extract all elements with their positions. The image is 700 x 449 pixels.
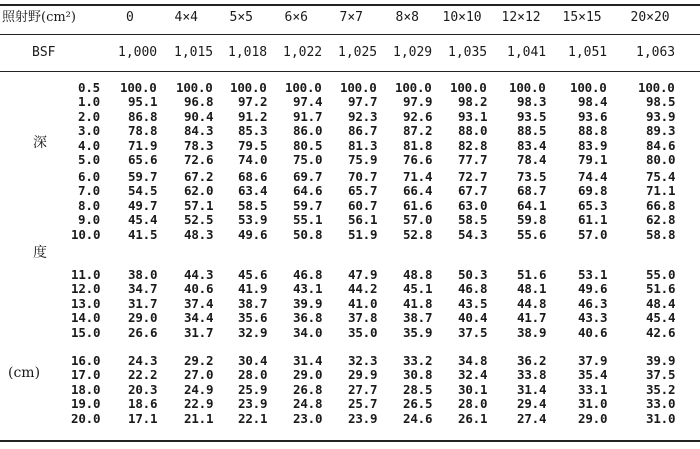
percent-depth-dose-cell: 38.7 bbox=[403, 310, 433, 325]
percent-depth-dose-cell: 41.0 bbox=[348, 296, 378, 311]
percent-depth-dose-cell: 95.1 bbox=[128, 94, 158, 109]
percent-depth-dose-cell: 68.6 bbox=[238, 169, 268, 184]
percent-depth-dose-cell: 35.2 bbox=[646, 382, 676, 397]
percent-depth-dose-cell: 98.5 bbox=[646, 94, 676, 109]
field-size-header: 8×8 bbox=[395, 10, 419, 25]
percent-depth-dose-cell: 100.0 bbox=[340, 80, 377, 95]
field-size-header: 6×6 bbox=[284, 10, 308, 25]
percent-depth-dose-cell: 71.9 bbox=[128, 138, 158, 153]
percent-depth-dose-cell: 25.9 bbox=[238, 382, 268, 397]
percent-depth-dose-cell: 51.9 bbox=[348, 227, 378, 242]
percent-depth-dose-cell: 35.0 bbox=[348, 325, 378, 340]
percent-depth-dose-cell: 25.7 bbox=[348, 396, 378, 411]
depth-value: 8.0 bbox=[78, 198, 100, 213]
percent-depth-dose-cell: 54.3 bbox=[458, 227, 488, 242]
percent-depth-dose-cell: 45.1 bbox=[403, 281, 433, 296]
percent-depth-dose-cell: 28.5 bbox=[403, 382, 433, 397]
percent-depth-dose-cell: 30.8 bbox=[403, 367, 433, 382]
field-size-header: 15×15 bbox=[562, 10, 602, 25]
depth-value: 1.0 bbox=[78, 94, 100, 109]
percent-depth-dose-cell: 52.8 bbox=[403, 227, 433, 242]
percent-depth-dose-cell: 48.8 bbox=[403, 267, 433, 282]
percent-depth-dose-cell: 34.4 bbox=[184, 310, 214, 325]
percent-depth-dose-cell: 39.9 bbox=[646, 353, 676, 368]
depth-value: 11.0 bbox=[71, 267, 101, 282]
percent-depth-dose-cell: 79.5 bbox=[238, 138, 268, 153]
percent-depth-dose-cell: 29.2 bbox=[184, 353, 214, 368]
bsf-value: 1,041 bbox=[507, 45, 547, 60]
percent-depth-dose-cell: 98.3 bbox=[517, 94, 547, 109]
field-size-header: 20×20 bbox=[630, 10, 670, 25]
percent-depth-dose-cell: 58.8 bbox=[646, 227, 676, 242]
side-label-depth-1: 深 bbox=[33, 135, 47, 151]
percent-depth-dose-cell: 100.0 bbox=[570, 80, 607, 95]
field-size-header: 7×7 bbox=[339, 10, 363, 25]
depth-value: 5.0 bbox=[78, 152, 100, 167]
percent-depth-dose-cell: 27.4 bbox=[517, 411, 547, 426]
field-size-header: 5×5 bbox=[229, 10, 253, 25]
percent-depth-dose-cell: 75.0 bbox=[293, 152, 323, 167]
percent-depth-dose-cell: 17.1 bbox=[128, 411, 158, 426]
percent-depth-dose-cell: 31.7 bbox=[128, 296, 158, 311]
depth-value: 19.0 bbox=[71, 396, 101, 411]
percent-depth-dose-cell: 93.5 bbox=[517, 109, 547, 124]
percent-depth-dose-cell: 29.9 bbox=[348, 367, 378, 382]
percent-depth-dose-cell: 26.5 bbox=[403, 396, 433, 411]
percent-depth-dose-cell: 29.0 bbox=[578, 411, 608, 426]
percent-depth-dose-cell: 37.9 bbox=[578, 353, 608, 368]
percent-depth-dose-cell: 30.4 bbox=[238, 353, 268, 368]
percent-depth-dose-cell: 62.0 bbox=[184, 183, 214, 198]
percent-depth-dose-cell: 90.4 bbox=[184, 109, 214, 124]
bottom-rule bbox=[0, 440, 700, 442]
percent-depth-dose-cell: 55.6 bbox=[517, 227, 547, 242]
percent-depth-dose-cell: 75.4 bbox=[646, 169, 676, 184]
percent-depth-dose-cell: 37.8 bbox=[348, 310, 378, 325]
depth-value: 16.0 bbox=[71, 353, 101, 368]
percent-depth-dose-cell: 41.8 bbox=[403, 296, 433, 311]
percent-depth-dose-cell: 37.5 bbox=[646, 367, 676, 382]
bsf-value: 1,035 bbox=[448, 45, 488, 60]
bsf-label: BSF bbox=[32, 45, 56, 60]
percent-depth-dose-cell: 91.7 bbox=[293, 109, 323, 124]
percent-depth-dose-cell: 32.4 bbox=[458, 367, 488, 382]
percent-depth-dose-cell: 100.0 bbox=[285, 80, 322, 95]
percent-depth-dose-cell: 86.0 bbox=[293, 123, 323, 138]
bsf-value: 1,015 bbox=[174, 45, 214, 60]
percent-depth-dose-cell: 57.0 bbox=[403, 212, 433, 227]
percent-depth-dose-cell: 54.5 bbox=[128, 183, 158, 198]
depth-value: 9.0 bbox=[78, 212, 100, 227]
percent-depth-dose-cell: 80.0 bbox=[646, 152, 676, 167]
percent-depth-dose-cell: 44.3 bbox=[184, 267, 214, 282]
percent-depth-dose-cell: 31.7 bbox=[184, 325, 214, 340]
percent-depth-dose-cell: 80.5 bbox=[293, 138, 323, 153]
percent-depth-dose-cell: 49.7 bbox=[128, 198, 158, 213]
percent-depth-dose-cell: 97.7 bbox=[348, 94, 378, 109]
percent-depth-dose-cell: 64.1 bbox=[517, 198, 547, 213]
percent-depth-dose-cell: 63.0 bbox=[458, 198, 488, 213]
percent-depth-dose-cell: 41.5 bbox=[128, 227, 158, 242]
percent-depth-dose-cell: 100.0 bbox=[176, 80, 213, 95]
percent-depth-dose-cell: 68.7 bbox=[517, 183, 547, 198]
percent-depth-dose-cell: 82.8 bbox=[458, 138, 488, 153]
percent-depth-dose-cell: 30.1 bbox=[458, 382, 488, 397]
depth-value: 13.0 bbox=[71, 296, 101, 311]
percent-depth-dose-cell: 22.1 bbox=[238, 411, 268, 426]
percent-depth-dose-cell: 40.4 bbox=[458, 310, 488, 325]
percent-depth-dose-cell: 97.9 bbox=[403, 94, 433, 109]
percent-depth-dose-cell: 85.3 bbox=[238, 123, 268, 138]
percent-depth-dose-cell: 62.8 bbox=[646, 212, 676, 227]
percent-depth-dose-cell: 49.6 bbox=[578, 281, 608, 296]
percent-depth-dose-cell: 100.0 bbox=[395, 80, 432, 95]
field-size-header: 10×10 bbox=[442, 10, 482, 25]
percent-depth-dose-cell: 31.4 bbox=[517, 382, 547, 397]
percent-depth-dose-cell: 78.3 bbox=[184, 138, 214, 153]
percent-depth-dose-cell: 69.8 bbox=[578, 183, 608, 198]
percent-depth-dose-cell: 48.1 bbox=[517, 281, 547, 296]
percent-depth-dose-cell: 70.7 bbox=[348, 169, 378, 184]
depth-value: 17.0 bbox=[71, 367, 101, 382]
percent-depth-dose-cell: 76.6 bbox=[403, 152, 433, 167]
percent-depth-dose-cell: 100.0 bbox=[450, 80, 487, 95]
percent-depth-dose-cell: 65.6 bbox=[128, 152, 158, 167]
percent-depth-dose-cell: 29.0 bbox=[128, 310, 158, 325]
percent-depth-dose-cell: 78.4 bbox=[517, 152, 547, 167]
percent-depth-dose-cell: 52.5 bbox=[184, 212, 214, 227]
percent-depth-dose-cell: 50.8 bbox=[293, 227, 323, 242]
percent-depth-dose-cell: 66.4 bbox=[403, 183, 433, 198]
percent-depth-dose-cell: 78.8 bbox=[128, 123, 158, 138]
percent-depth-dose-cell: 100.0 bbox=[638, 80, 675, 95]
percent-depth-dose-cell: 27.0 bbox=[184, 367, 214, 382]
percent-depth-dose-cell: 84.3 bbox=[184, 123, 214, 138]
percent-depth-dose-cell: 40.6 bbox=[184, 281, 214, 296]
percent-depth-dose-cell: 58.5 bbox=[238, 198, 268, 213]
percent-depth-dose-cell: 32.3 bbox=[348, 353, 378, 368]
percent-depth-dose-cell: 93.9 bbox=[646, 109, 676, 124]
percent-depth-dose-cell: 58.5 bbox=[458, 212, 488, 227]
percent-depth-dose-cell: 31.4 bbox=[293, 353, 323, 368]
percent-depth-dose-cell: 31.0 bbox=[646, 411, 676, 426]
percent-depth-dose-cell: 74.0 bbox=[238, 152, 268, 167]
percent-depth-dose-cell: 59.7 bbox=[293, 198, 323, 213]
percent-depth-dose-cell: 23.9 bbox=[238, 396, 268, 411]
depth-value: 15.0 bbox=[71, 325, 101, 340]
percent-depth-dose-cell: 91.2 bbox=[238, 109, 268, 124]
percent-depth-dose-cell: 50.3 bbox=[458, 267, 488, 282]
percent-depth-dose-cell: 77.7 bbox=[458, 152, 488, 167]
percent-depth-dose-cell: 81.3 bbox=[348, 138, 378, 153]
percent-depth-dose-cell: 22.2 bbox=[128, 367, 158, 382]
percent-depth-dose-cell: 41.9 bbox=[238, 281, 268, 296]
side-label-depth-2: 度 bbox=[33, 245, 47, 261]
percent-depth-dose-cell: 34.7 bbox=[128, 281, 158, 296]
percent-depth-dose-cell: 96.8 bbox=[184, 94, 214, 109]
percent-depth-dose-cell: 26.8 bbox=[293, 382, 323, 397]
percent-depth-dose-cell: 46.8 bbox=[293, 267, 323, 282]
percent-depth-dose-cell: 35.9 bbox=[403, 325, 433, 340]
percent-depth-dose-cell: 34.8 bbox=[458, 353, 488, 368]
depth-value: 6.0 bbox=[78, 169, 100, 184]
percent-depth-dose-cell: 97.2 bbox=[238, 94, 268, 109]
percent-depth-dose-cell: 33.0 bbox=[646, 396, 676, 411]
percent-depth-dose-cell: 88.8 bbox=[578, 123, 608, 138]
percent-depth-dose-cell: 87.2 bbox=[403, 123, 433, 138]
percent-depth-dose-cell: 46.3 bbox=[578, 296, 608, 311]
percent-depth-dose-cell: 31.0 bbox=[578, 396, 608, 411]
percent-depth-dose-cell: 24.8 bbox=[293, 396, 323, 411]
percent-depth-dose-cell: 24.9 bbox=[184, 382, 214, 397]
percent-depth-dose-cell: 42.6 bbox=[646, 325, 676, 340]
percent-depth-dose-cell: 71.4 bbox=[403, 169, 433, 184]
percent-depth-dose-cell: 92.3 bbox=[348, 109, 378, 124]
percent-depth-dose-cell: 100.0 bbox=[509, 80, 546, 95]
depth-value: 14.0 bbox=[71, 310, 101, 325]
percent-depth-dose-cell: 55.0 bbox=[646, 267, 676, 282]
percent-depth-dose-cell: 57.0 bbox=[578, 227, 608, 242]
depth-value: 12.0 bbox=[71, 281, 101, 296]
percent-depth-dose-cell: 46.8 bbox=[458, 281, 488, 296]
percent-depth-dose-cell: 53.1 bbox=[578, 267, 608, 282]
percent-depth-dose-cell: 86.8 bbox=[128, 109, 158, 124]
depth-value: 4.0 bbox=[78, 138, 100, 153]
percent-depth-dose-cell: 81.8 bbox=[403, 138, 433, 153]
percent-depth-dose-cell: 49.6 bbox=[238, 227, 268, 242]
percent-depth-dose-cell: 75.9 bbox=[348, 152, 378, 167]
percent-depth-dose-cell: 40.6 bbox=[578, 325, 608, 340]
bsf-value: 1,025 bbox=[338, 45, 378, 60]
percent-depth-dose-cell: 23.9 bbox=[348, 411, 378, 426]
percent-depth-dose-cell: 93.6 bbox=[578, 109, 608, 124]
percent-depth-dose-cell: 21.1 bbox=[184, 411, 214, 426]
percent-depth-dose-cell: 29.0 bbox=[293, 367, 323, 382]
percent-depth-dose-cell: 38.7 bbox=[238, 296, 268, 311]
percent-depth-dose-cell: 98.2 bbox=[458, 94, 488, 109]
field-size-header-label: 照射野(cm²) bbox=[2, 10, 76, 25]
bsf-rule bbox=[0, 71, 700, 72]
percent-depth-dose-cell: 65.3 bbox=[578, 198, 608, 213]
percent-depth-dose-cell: 51.6 bbox=[517, 267, 547, 282]
percent-depth-dose-cell: 26.6 bbox=[128, 325, 158, 340]
percent-depth-dose-cell: 26.1 bbox=[458, 411, 488, 426]
percent-depth-dose-cell: 60.7 bbox=[348, 198, 378, 213]
field-size-header: 0 bbox=[126, 10, 134, 25]
percent-depth-dose-cell: 92.6 bbox=[403, 109, 433, 124]
percent-depth-dose-cell: 38.9 bbox=[517, 325, 547, 340]
percent-depth-dose-cell: 64.6 bbox=[293, 183, 323, 198]
percent-depth-dose-cell: 33.1 bbox=[578, 382, 608, 397]
percent-depth-dose-cell: 97.4 bbox=[293, 94, 323, 109]
percent-depth-dose-cell: 23.0 bbox=[293, 411, 323, 426]
percent-depth-dose-cell: 65.7 bbox=[348, 183, 378, 198]
percent-depth-dose-cell: 43.5 bbox=[458, 296, 488, 311]
percent-depth-dose-cell: 43.3 bbox=[578, 310, 608, 325]
percent-depth-dose-cell: 100.0 bbox=[120, 80, 157, 95]
percent-depth-dose-cell: 48.4 bbox=[646, 296, 676, 311]
percent-depth-dose-cell: 72.6 bbox=[184, 152, 214, 167]
percent-depth-dose-cell: 43.1 bbox=[293, 281, 323, 296]
percent-depth-dose-cell: 73.5 bbox=[517, 169, 547, 184]
percent-depth-dose-cell: 39.9 bbox=[293, 296, 323, 311]
percent-depth-dose-cell: 66.8 bbox=[646, 198, 676, 213]
top-rule bbox=[0, 4, 700, 6]
side-label-unit: (cm) bbox=[8, 365, 41, 381]
percent-depth-dose-cell: 33.8 bbox=[517, 367, 547, 382]
percent-depth-dose-cell: 79.1 bbox=[578, 152, 608, 167]
percent-depth-dose-cell: 93.1 bbox=[458, 109, 488, 124]
percent-depth-dose-cell: 24.6 bbox=[403, 411, 433, 426]
percent-depth-dose-cell: 32.9 bbox=[238, 325, 268, 340]
percent-depth-dose-cell: 88.0 bbox=[458, 123, 488, 138]
percent-depth-dose-cell: 37.5 bbox=[458, 325, 488, 340]
percent-depth-dose-cell: 69.7 bbox=[293, 169, 323, 184]
percent-depth-dose-cell: 36.8 bbox=[293, 310, 323, 325]
percent-depth-dose-cell: 33.2 bbox=[403, 353, 433, 368]
percent-depth-dose-cell: 37.4 bbox=[184, 296, 214, 311]
percent-depth-dose-cell: 71.1 bbox=[646, 183, 676, 198]
percent-depth-dose-cell: 59.8 bbox=[517, 212, 547, 227]
field-size-header: 4×4 bbox=[174, 10, 198, 25]
depth-value: 10.0 bbox=[71, 227, 101, 242]
bsf-value: 1,029 bbox=[393, 45, 433, 60]
percent-depth-dose-cell: 38.0 bbox=[128, 267, 158, 282]
depth-value: 7.0 bbox=[78, 183, 100, 198]
percent-depth-dose-cell: 35.6 bbox=[238, 310, 268, 325]
percent-depth-dose-cell: 44.8 bbox=[517, 296, 547, 311]
field-size-header: 12×12 bbox=[501, 10, 541, 25]
percent-depth-dose-cell: 53.9 bbox=[238, 212, 268, 227]
depth-value: 3.0 bbox=[78, 123, 100, 138]
percent-depth-dose-cell: 27.7 bbox=[348, 382, 378, 397]
percent-depth-dose-cell: 89.3 bbox=[646, 123, 676, 138]
bsf-value: 1,000 bbox=[118, 45, 158, 60]
percent-depth-dose-cell: 45.6 bbox=[238, 267, 268, 282]
percent-depth-dose-cell: 35.4 bbox=[578, 367, 608, 382]
percent-depth-dose-cell: 56.1 bbox=[348, 212, 378, 227]
percent-depth-dose-cell: 83.4 bbox=[517, 138, 547, 153]
percent-depth-dose-cell: 44.2 bbox=[348, 281, 378, 296]
percent-depth-dose-cell: 59.7 bbox=[128, 169, 158, 184]
percent-depth-dose-cell: 22.9 bbox=[184, 396, 214, 411]
percent-depth-dose-cell: 29.4 bbox=[517, 396, 547, 411]
depth-value: 0.5 bbox=[78, 80, 100, 95]
percent-depth-dose-cell: 84.6 bbox=[646, 138, 676, 153]
percent-depth-dose-cell: 88.5 bbox=[517, 123, 547, 138]
depth-value: 2.0 bbox=[78, 109, 100, 124]
percent-depth-dose-cell: 100.0 bbox=[230, 80, 267, 95]
percent-depth-dose-cell: 28.0 bbox=[238, 367, 268, 382]
percent-depth-dose-cell: 24.3 bbox=[128, 353, 158, 368]
depth-value: 20.0 bbox=[71, 411, 101, 426]
percent-depth-dose-cell: 36.2 bbox=[517, 353, 547, 368]
percent-depth-dose-cell: 48.3 bbox=[184, 227, 214, 242]
percent-depth-dose-cell: 61.1 bbox=[578, 212, 608, 227]
percent-depth-dose-cell: 98.4 bbox=[578, 94, 608, 109]
percent-depth-dose-cell: 34.0 bbox=[293, 325, 323, 340]
percent-depth-dose-cell: 86.7 bbox=[348, 123, 378, 138]
bsf-value: 1,022 bbox=[283, 45, 323, 60]
percent-depth-dose-cell: 57.1 bbox=[184, 198, 214, 213]
percent-depth-dose-cell: 63.4 bbox=[238, 183, 268, 198]
depth-value: 18.0 bbox=[71, 382, 101, 397]
percent-depth-dose-cell: 83.9 bbox=[578, 138, 608, 153]
bsf-value: 1,063 bbox=[636, 45, 676, 60]
percent-depth-dose-cell: 55.1 bbox=[293, 212, 323, 227]
percent-depth-dose-cell: 45.4 bbox=[646, 310, 676, 325]
percent-depth-dose-cell: 51.6 bbox=[646, 281, 676, 296]
percent-depth-dose-cell: 28.0 bbox=[458, 396, 488, 411]
percent-depth-dose-cell: 47.9 bbox=[348, 267, 378, 282]
percent-depth-dose-cell: 67.2 bbox=[184, 169, 214, 184]
percent-depth-dose-cell: 41.7 bbox=[517, 310, 547, 325]
percent-depth-dose-cell: 67.7 bbox=[458, 183, 488, 198]
percent-depth-dose-cell: 20.3 bbox=[128, 382, 158, 397]
percent-depth-dose-cell: 45.4 bbox=[128, 212, 158, 227]
percent-depth-dose-cell: 72.7 bbox=[458, 169, 488, 184]
percent-depth-dose-cell: 74.4 bbox=[578, 169, 608, 184]
percent-depth-dose-cell: 61.6 bbox=[403, 198, 433, 213]
percent-depth-dose-cell: 18.6 bbox=[128, 396, 158, 411]
bsf-value: 1,051 bbox=[568, 45, 608, 60]
header-rule bbox=[0, 34, 700, 35]
bsf-value: 1,018 bbox=[228, 45, 268, 60]
